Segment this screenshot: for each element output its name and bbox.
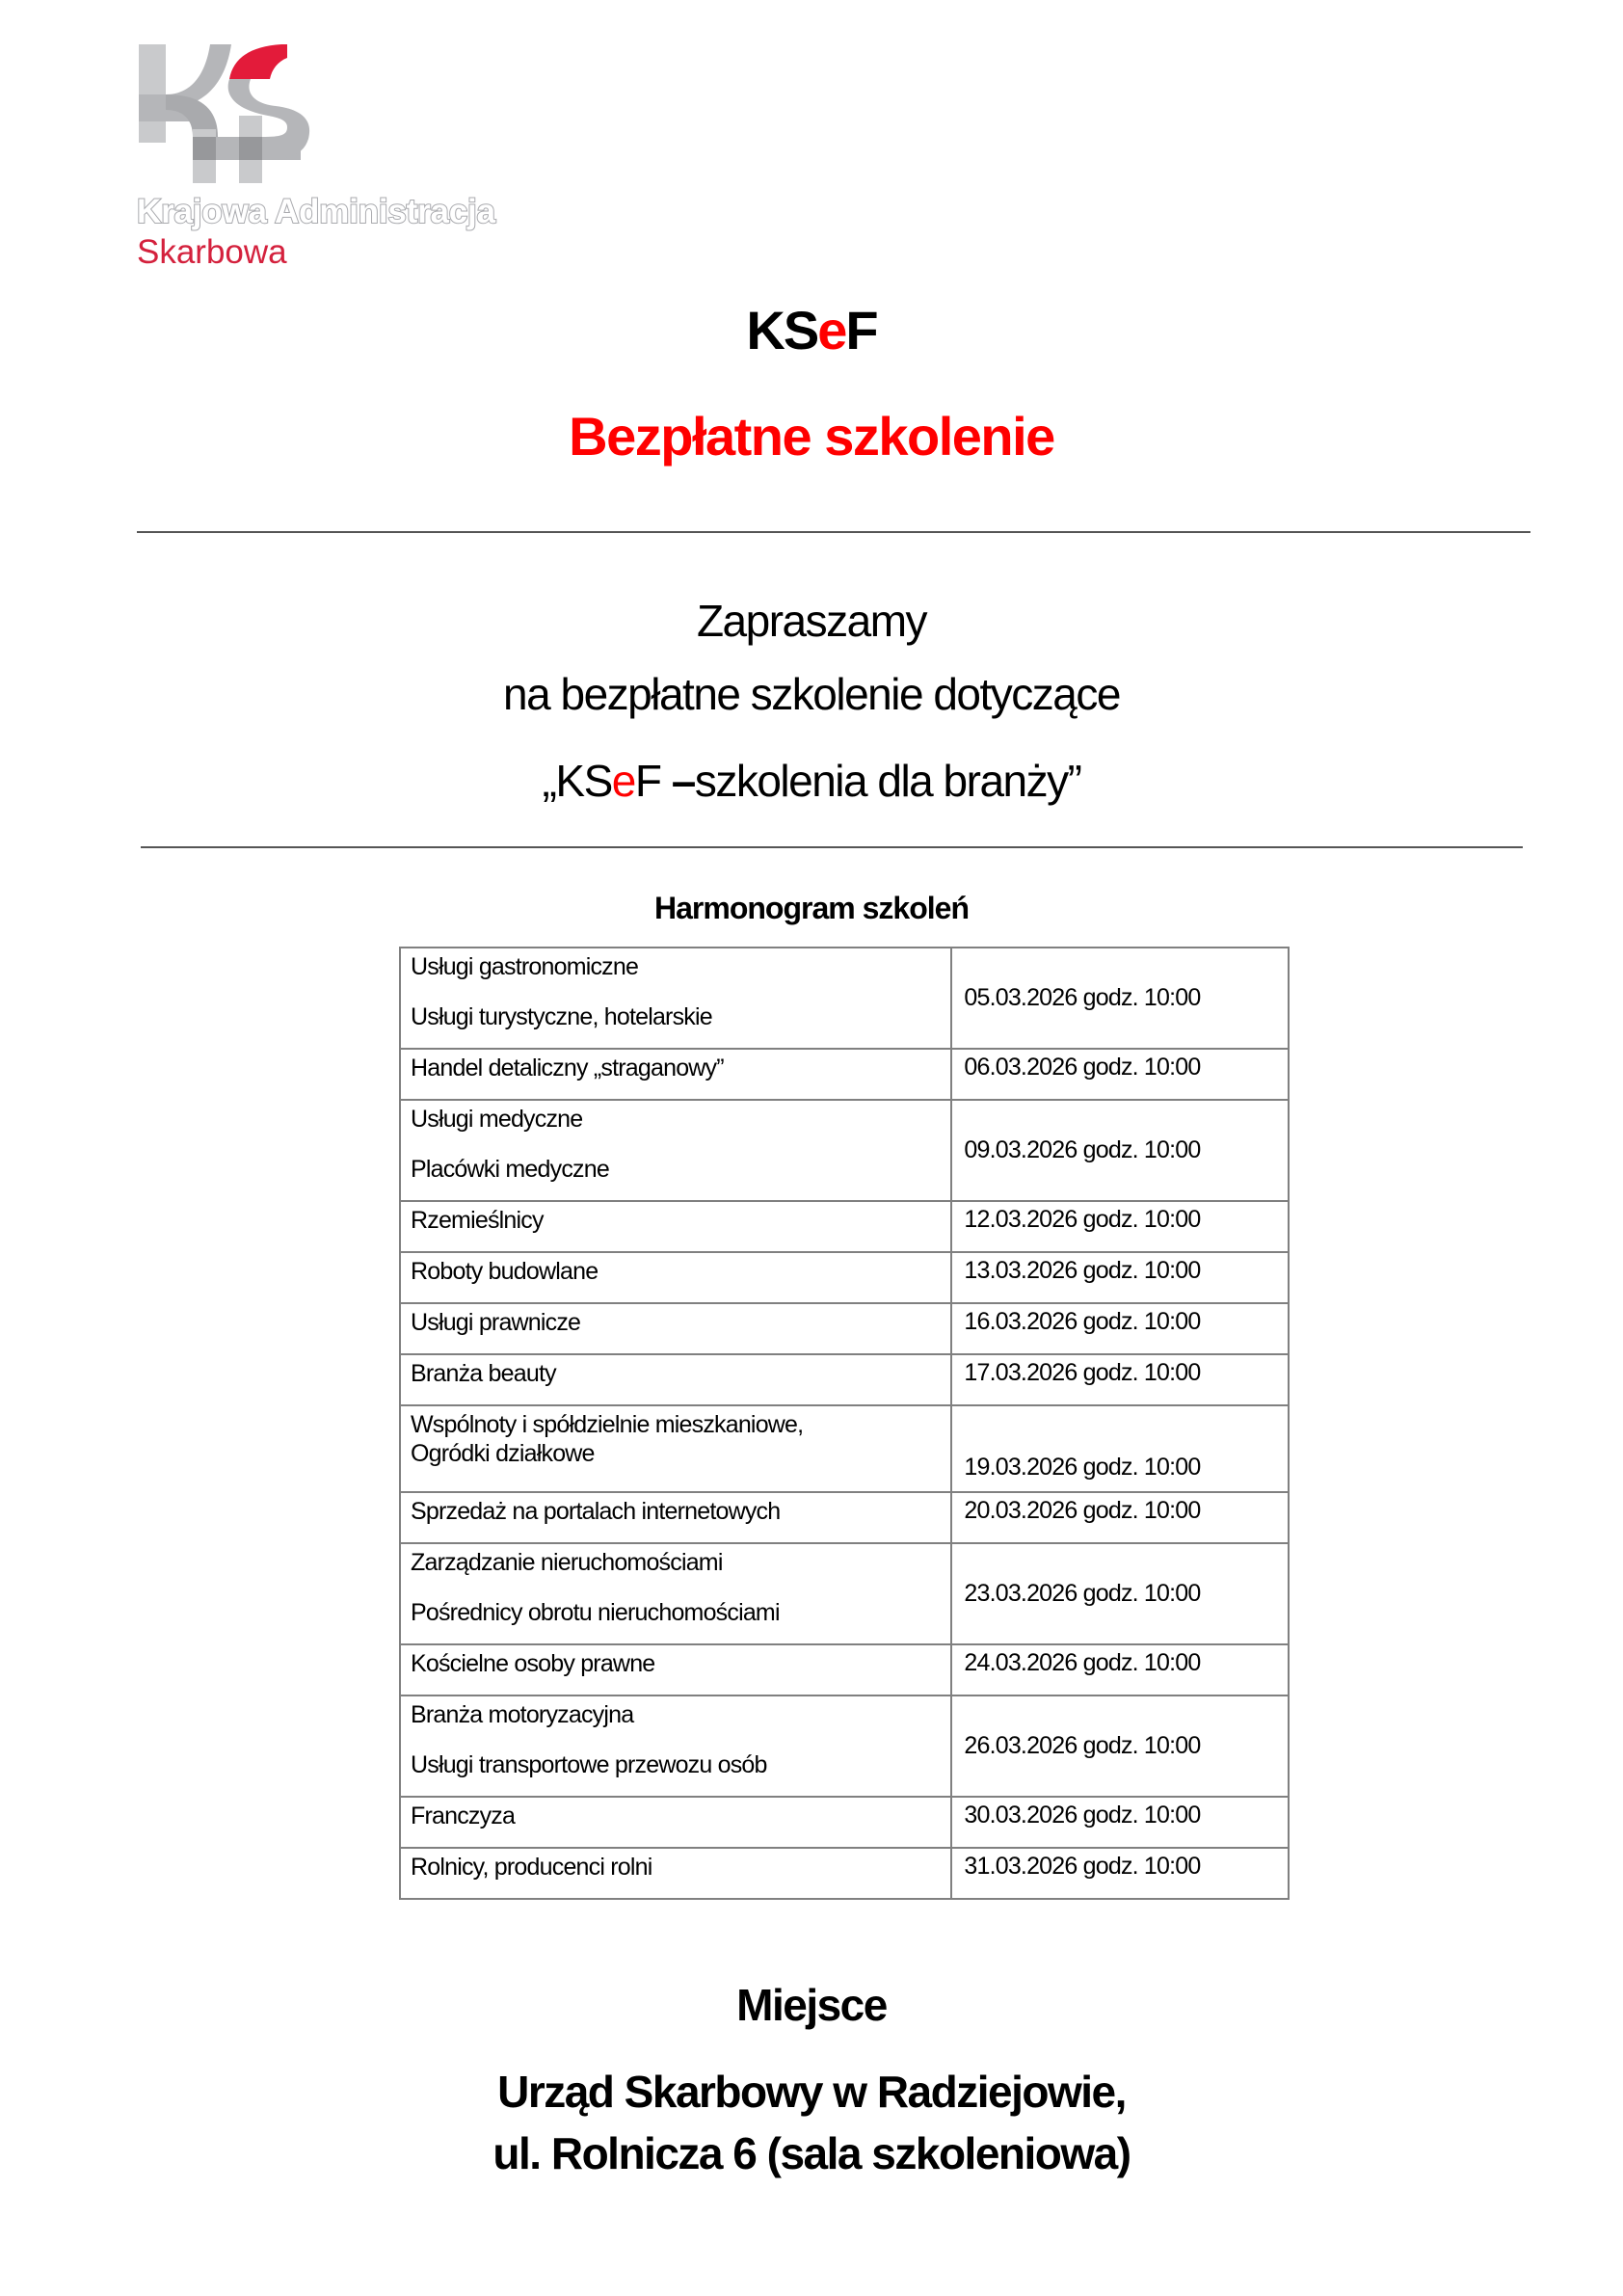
date-cell: 16.03.2026 godz. 10:00 <box>951 1303 1289 1354</box>
table-row <box>400 1049 1289 1100</box>
date-cell: 30.03.2026 godz. 10:00 <box>951 1797 1289 1848</box>
table-row <box>400 1644 1289 1695</box>
category-label: Branża beauty <box>411 1360 556 1387</box>
category-label: Wspólnoty i spółdzielnie mieszkaniowe, <box>411 1411 804 1438</box>
category-label: Usługi gastronomiczne <box>411 953 639 980</box>
kas-logo-icon <box>137 40 320 185</box>
table-row <box>400 948 1289 1049</box>
category-cell <box>400 1644 951 1695</box>
date-cell: 12.03.2026 godz. 10:00 <box>951 1201 1289 1252</box>
category-cell <box>400 1303 951 1354</box>
category-cell <box>400 1252 951 1303</box>
place-heading: Miejsce <box>736 1980 887 2030</box>
date-cell: 24.03.2026 godz. 10:00 <box>951 1644 1289 1695</box>
divider-top <box>137 531 1530 533</box>
table-row <box>400 1543 1289 1644</box>
date-cell: 13.03.2026 godz. 10:00 <box>951 1252 1289 1303</box>
date-cell: 20.03.2026 godz. 10:00 <box>951 1492 1289 1543</box>
category-cell <box>400 1201 951 1252</box>
category-label: Rolnicy, producenci rolni <box>411 1854 652 1881</box>
invitation-dash: – <box>671 756 695 806</box>
category-cell <box>400 1695 951 1797</box>
title-part-e: e <box>817 300 846 360</box>
category-label: Rzemieślnicy <box>411 1207 544 1234</box>
date-cell: 31.03.2026 godz. 10:00 <box>951 1848 1289 1899</box>
title-part-ks: KS <box>746 300 818 360</box>
logo-text-line-2: Skarbowa <box>137 233 287 271</box>
table-row <box>400 1405 1289 1492</box>
category-cell <box>400 1405 951 1492</box>
date-cell: 19.03.2026 godz. 10:00 <box>951 1405 1289 1492</box>
invitation-line-2: na bezpłatne szkolenie dotyczące <box>503 669 1120 719</box>
category-label: Sprzedaż na portalach internetowych <box>411 1498 781 1525</box>
title-part-f: F <box>845 300 877 360</box>
place-office: Urząd Skarbowy w Radziejowie, <box>497 2067 1126 2117</box>
category-label: Usługi medyczne <box>411 1106 583 1133</box>
category-label: Kościelne osoby prawne <box>411 1650 655 1677</box>
category-cell <box>400 1354 951 1405</box>
page-subtitle: Bezpłatne szkolenie <box>569 406 1054 467</box>
date-cell: 09.03.2026 godz. 10:00 <box>951 1100 1289 1201</box>
kas-logo <box>137 40 551 272</box>
category-cell <box>400 948 951 1049</box>
table-row <box>400 1303 1289 1354</box>
date-cell: 05.03.2026 godz. 10:00 <box>951 948 1289 1049</box>
category-label: Usługi transportowe przewozu osób <box>411 1751 767 1778</box>
category-label: Pośrednicy obrotu nieruchomościami <box>411 1599 780 1626</box>
category-cell <box>400 1797 951 1848</box>
category-label: Franczyza <box>411 1802 516 1829</box>
table-row <box>400 1354 1289 1405</box>
schedule-title: Harmonogram szkoleń <box>654 891 969 925</box>
category-cell <box>400 1543 951 1644</box>
category-cell <box>400 1049 951 1100</box>
invitation-line-1: Zapraszamy <box>696 596 927 646</box>
invitation-rest: szkolenia dla branży” <box>694 756 1081 806</box>
invitation-ks: „KS <box>542 756 612 806</box>
invitation-e: e <box>611 756 635 806</box>
schedule-table <box>399 947 1290 1900</box>
category-label: Branża motoryzacyjna <box>411 1701 634 1728</box>
date-cell: 23.03.2026 godz. 10:00 <box>951 1543 1289 1644</box>
category-label: Handel detaliczny „straganowy” <box>411 1055 724 1081</box>
category-label: Usługi turystyczne, hotelarskie <box>411 1003 712 1030</box>
category-cell <box>400 1100 951 1201</box>
divider-bottom <box>141 846 1523 848</box>
page-title <box>0 297 1623 364</box>
table-row <box>400 1797 1289 1848</box>
category-label: Placówki medyczne <box>411 1156 609 1183</box>
category-cell <box>400 1492 951 1543</box>
place-address: ul. Rolnicza 6 (sala szkoleniowa) <box>492 2128 1131 2178</box>
date-cell: 26.03.2026 godz. 10:00 <box>951 1695 1289 1797</box>
invitation-f: F <box>634 756 672 806</box>
table-row <box>400 1492 1289 1543</box>
table-row <box>400 1848 1289 1899</box>
date-cell: 06.03.2026 godz. 10:00 <box>951 1049 1289 1100</box>
table-row <box>400 1695 1289 1797</box>
category-label: Usługi prawnicze <box>411 1309 581 1336</box>
category-label: Ogródki działkowe <box>411 1440 595 1467</box>
category-label: Roboty budowlane <box>411 1258 599 1285</box>
date-cell: 17.03.2026 godz. 10:00 <box>951 1354 1289 1405</box>
table-row <box>400 1100 1289 1201</box>
invitation-line-3 <box>0 752 1623 810</box>
logo-text-line-1: Krajowa Administracja <box>137 193 495 230</box>
category-label: Zarządzanie nieruchomościami <box>411 1549 723 1576</box>
category-cell <box>400 1848 951 1899</box>
table-row <box>400 1252 1289 1303</box>
table-row <box>400 1201 1289 1252</box>
